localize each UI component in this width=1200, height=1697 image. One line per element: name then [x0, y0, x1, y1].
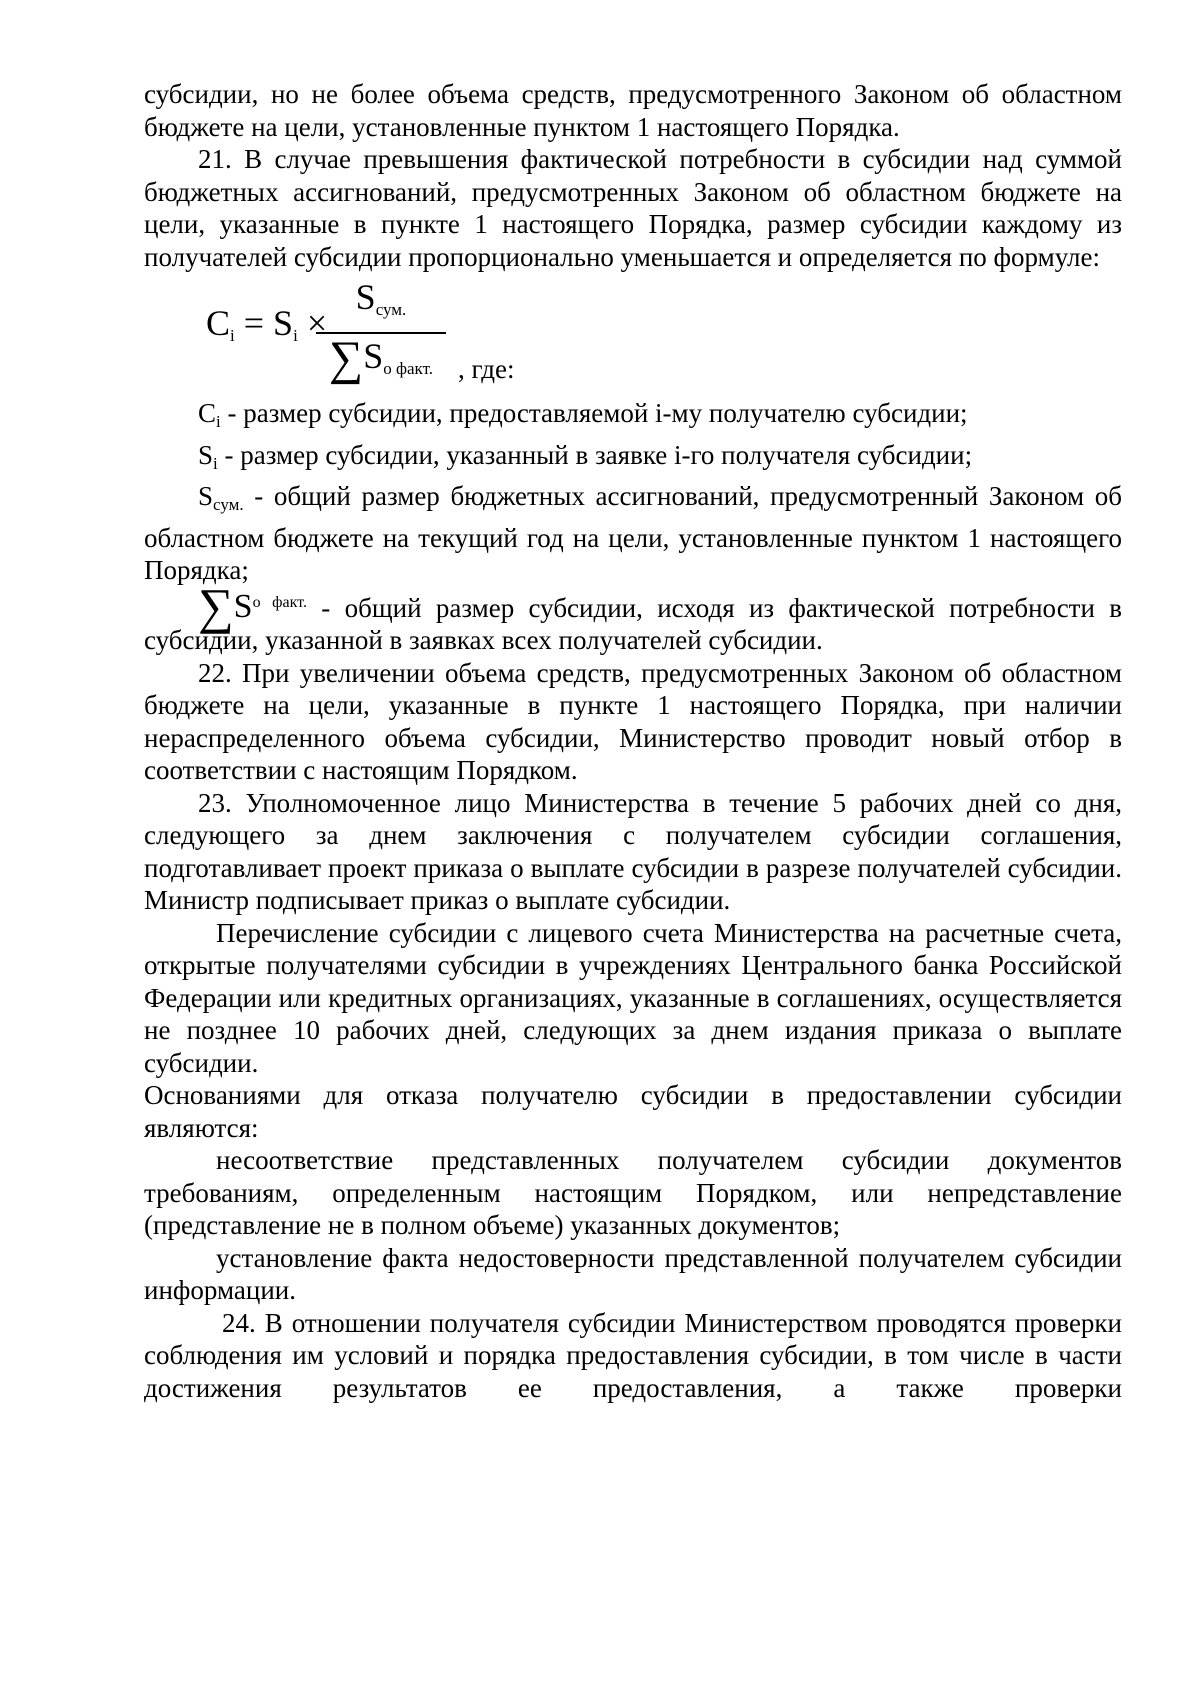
document-page	[144, 78, 1122, 1404]
definition-ssum: $S_{сум.}$ - общий размер бюджетных ассигнований, предусмотренный Законом об областном бюджете на текущий год на цели, установленные пунктом 1 настоящего Порядка;	[144, 481, 1122, 585]
paragraph-22: 22. При увеличении объема средств, предусмотренных Законом об областном бюджете на цели, указанные в пункте 1 настоящего Порядка, при наличии нераспределенного объема субсидии, Министерство проводит новый отбор в соответствии с настоящим Порядком.	[144, 657, 1122, 785]
paragraph-ground-2: установление факта недостоверности представленной получателем субсидии информации.	[144, 1242, 1122, 1305]
definition-si: $S_i$ - размер субсидии, указанный в заявке i-го получателя субсидии;	[198, 439, 973, 473]
formula-numerator: $S_{сум.}$	[355, 277, 407, 319]
formula-fraction	[316, 277, 446, 389]
paragraph-ground-1: несоответствие представленных получателем субсидии документов требованиям, определенным настоящим Порядком, или непредставление (представление не в полном объеме) указанных документов;	[144, 1145, 1122, 1240]
paragraph-refusal-grounds: Основаниями для отказа получателю субсидии в предоставлении субсидии являются:	[144, 1080, 1122, 1143]
paragraph-21: 21. В случае превышения фактической потребности в субсидии над суммой бюджетных ассигнований, предусмотренных Законом об областном бюджете на цели, указанные в пункте 1 настоящего Порядка, размер субсидии каждому из получателей субсидии пропорционально уменьшается и определяется по формуле:	[144, 144, 1122, 272]
formula-where: , где:	[458, 354, 515, 384]
paragraph-23-transfer: Перечисление субсидии с лицевого счета Министерства на расчетные счета, открытые получателями субсидии в учреждениях Центрального банка Российской Федерации или кредитных организациях, указанные в соглашениях, осуществляется не позднее 10 рабочих дней, следующих за днем издания приказа о выплате субсидии.	[144, 917, 1122, 1078]
formula-denominator: $\sum S_{о факт.}$	[329, 332, 433, 385]
paragraph-23: 23. Уполномоченное лицо Министерства в течение 5 рабочих дней со дня, следующего за днем заключения с получателем субсидии соглашения, подготавливает проект приказа о выплате субсидии в разрезе получателей субсидии. Министр подписывает приказ о выплате субсидии.	[144, 787, 1122, 915]
paragraph-continuation: субсидии, но не более объема средств, предусмотренного Законом об областном бюджете на цели, установленные пунктом 1 настоящего Порядка.	[144, 79, 1122, 142]
formula-lhs: $C_i = S_i$ ×	[206, 303, 328, 345]
paragraph-24: 24. В отношении получателя субсидии Министерством проводятся проверки соблюдения им условий и порядка предоставления субсидии, в том числе в части достижения результатов ее предоставления, а также проверки	[144, 1307, 1122, 1403]
definition-sum-fact: $\sum S^{о факт.}$ - общий размер субсидии, исходя из фактической потребности в субсидии, указанной в заявках всех получателей субсидии.	[144, 577, 1122, 655]
subsidy-formula	[144, 277, 1122, 397]
definition-ci: $C_i$ - размер субсидии, предоставляемой i-му получателю субсидии;	[198, 398, 968, 431]
